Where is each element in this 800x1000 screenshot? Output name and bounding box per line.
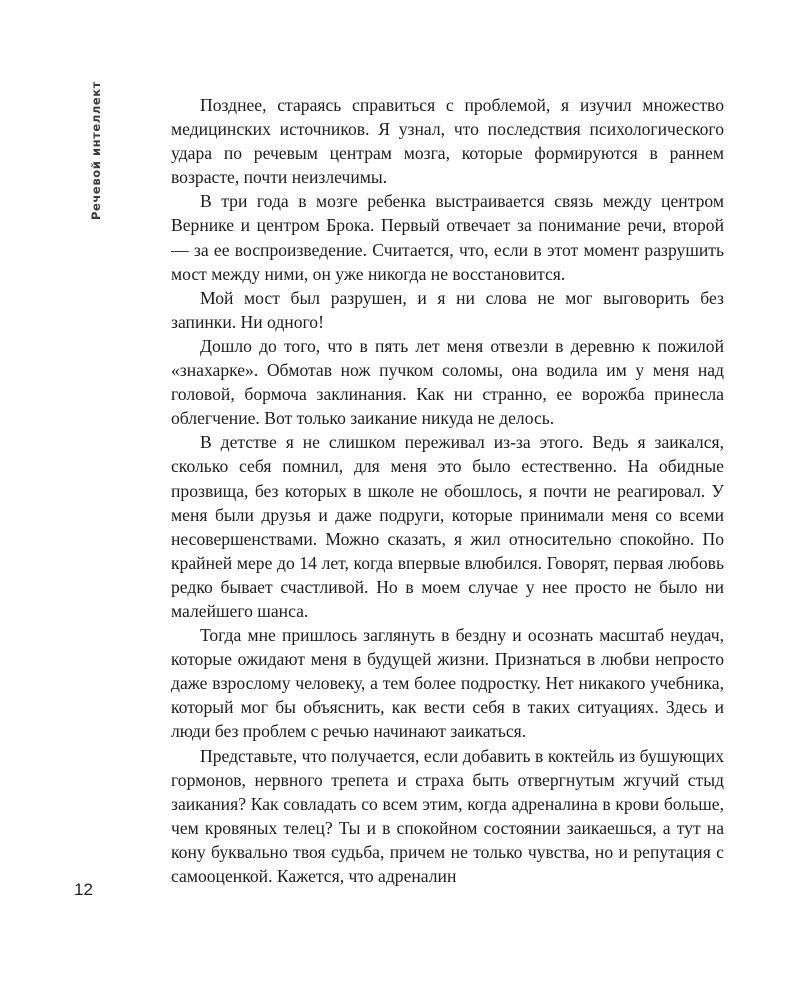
body-text <box>171 93 724 888</box>
page-number: 12 <box>74 880 93 899</box>
paragraph: Тогда мне пришлось заглянуть в бездну и осознать масштаб неудач, которые ожидают меня в будущей жизни. Признаться в любви непросто даже взрослому человеку, а тем более подростку. Нет никакого учебника, который мог бы объяснить, как вести себя в таких ситуациях. Здесь и люди без проблем с речью начинают заикаться. <box>171 625 724 742</box>
paragraph: Мой мост был разрушен, и я ни слова не мог выговорить без запинки. Ни одного! <box>171 287 724 332</box>
paragraph: Дошло до того, что в пять лет меня отвезли в деревню к пожилой «знахарке». Обмотав нож пучком соломы, она водила им у меня над головой, бормоча заклинания. Как ни странно, ее ворожба принесла облегчение. Вот только заикание никуда не делось. <box>171 335 724 429</box>
running-head: Речевой интеллект <box>89 81 103 220</box>
paragraph: Позднее, стараясь справиться с проблемой, я изучил множество медицинских источников. Я узнал, что последствия психологического удара по речевым центрам мозга, которые формируются в раннем возрасте, почти неизлечимы. <box>171 95 724 188</box>
paragraph: В детстве я не слишком переживал из-за этого. Ведь я заикался, сколько себя помнил, для меня это было естественно. На обидные прозвища, без которых в школе не обошлось, я почти не реагировал. У меня были друзья и даже подруги, которые принимали меня со всеми несовершенствами. Можно сказать, я жил относительно спокойно. По крайней мере до 14 лет, когда впервые влюбился. Говорят, первая любовь редко бывает счастливой. Но в моем случае у нее просто не было ни малейшего шанса. <box>171 432 724 621</box>
paragraph: Представьте, что получается, если добавить в коктейль из бушующих гормонов, нервного трепета и страха быть отвергнутым жгучий стыд заикания? Как совладать со всем этим, когда адреналина в крови больше, чем кровяных телец? Ты и в спокойном состоянии заикаешься, а тут на кону буквально твоя судьба, причем не только чувства, но и репутация с самооценкой. Кажется, что адреналин <box>171 745 724 886</box>
paragraph: В три года в мозге ребенка выстраивается связь между центром Вернике и центром Брока. Первый отвечает за понимание речи, второй — за ее воспроизведение. Считается, что, если в этот момент разрушить мост между ними, он уже никогда не восстановится. <box>171 191 724 284</box>
